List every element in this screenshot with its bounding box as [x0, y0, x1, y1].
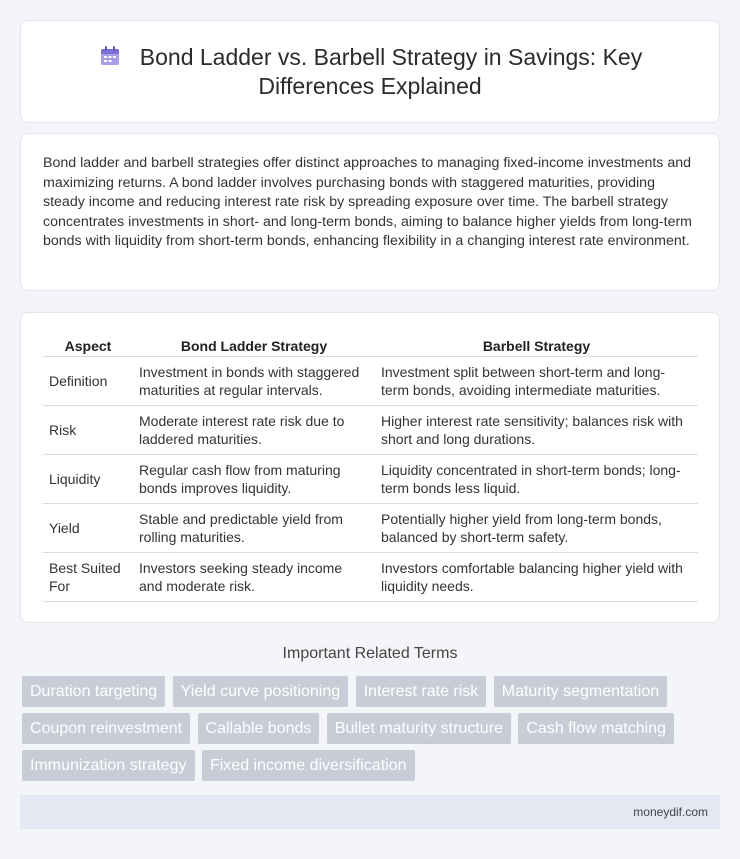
row-bond-ladder: Moderate interest rate risk due to laddered maturities.: [133, 406, 375, 455]
table-row: [43, 553, 698, 602]
intro-text: Bond ladder and barbell strategies offer distinct approaches to managing fixed-income investments and maximizing returns. A bond ladder involves purchasing bonds with staggered maturities, providing steady income and reducing interest rate risk by spreading exposure over time. The barbell strategy concentrates investments in short- and long-term bonds, aiming to balance higher yields from long-term bonds with liquidity from short-term bonds, enhancing flexibility in a changing interest rate environment.: [43, 155, 693, 249]
term-tag[interactable]: Duration targeting: [22, 676, 165, 707]
header-aspect: Aspect: [43, 333, 133, 357]
term-tag[interactable]: Yield curve positioning: [173, 676, 349, 707]
row-aspect: Risk: [43, 406, 133, 455]
page-title-text: Bond Ladder vs. Barbell Strategy in Savings: Key Differences Explained: [139, 43, 643, 99]
footer-site[interactable]: moneydif.com: [633, 805, 708, 819]
title-card: [20, 20, 720, 123]
row-barbell: Investors comfortable balancing higher yield with liquidity needs.: [375, 553, 698, 602]
comparison-table-card: [20, 312, 720, 623]
row-barbell: Liquidity concentrated in short-term bonds; long-term bonds less liquid.: [375, 455, 698, 504]
table-row: [43, 406, 698, 455]
comparison-table: [43, 333, 698, 602]
term-tag[interactable]: Coupon reinvestment: [22, 713, 190, 744]
footer: [20, 795, 720, 829]
term-tag[interactable]: Maturity segmentation: [494, 676, 667, 707]
page-title: [51, 43, 689, 101]
row-aspect: Definition: [43, 357, 133, 406]
table-row: [43, 357, 698, 406]
related-terms-heading: Important Related Terms: [282, 645, 458, 662]
term-tag[interactable]: Interest rate risk: [356, 676, 487, 707]
row-aspect: Best Suited For: [43, 553, 133, 602]
calendar-icon: [98, 44, 122, 68]
row-aspect: Yield: [43, 504, 133, 553]
intro-card: [20, 133, 720, 291]
term-tag[interactable]: Immunization strategy: [22, 750, 195, 781]
row-bond-ladder: Investment in bonds with staggered maturities at regular intervals.: [133, 357, 375, 406]
header-bond-ladder: Bond Ladder Strategy: [133, 333, 375, 357]
row-aspect: Liquidity: [43, 455, 133, 504]
row-bond-ladder: Investors seeking steady income and moderate risk.: [133, 553, 375, 602]
term-tag[interactable]: Bullet maturity structure: [327, 713, 511, 744]
row-barbell: Potentially higher yield from long-term bonds, balanced by short-term safety.: [375, 504, 698, 553]
term-tag[interactable]: Fixed income diversification: [202, 750, 415, 781]
header-barbell: Barbell Strategy: [375, 333, 698, 357]
table-row: [43, 455, 698, 504]
term-tag[interactable]: Cash flow matching: [518, 713, 674, 744]
related-terms-list: [22, 676, 722, 787]
row-barbell: Higher interest rate sensitivity; balances risk with short and long durations.: [375, 406, 698, 455]
table-row: [43, 504, 698, 553]
row-bond-ladder: Regular cash flow from maturing bonds improves liquidity.: [133, 455, 375, 504]
row-barbell: Investment split between short-term and long-term bonds, avoiding intermediate maturities.: [375, 357, 698, 406]
row-bond-ladder: Stable and predictable yield from rolling maturities.: [133, 504, 375, 553]
term-tag[interactable]: Callable bonds: [198, 713, 320, 744]
table-header-row: [43, 333, 698, 357]
